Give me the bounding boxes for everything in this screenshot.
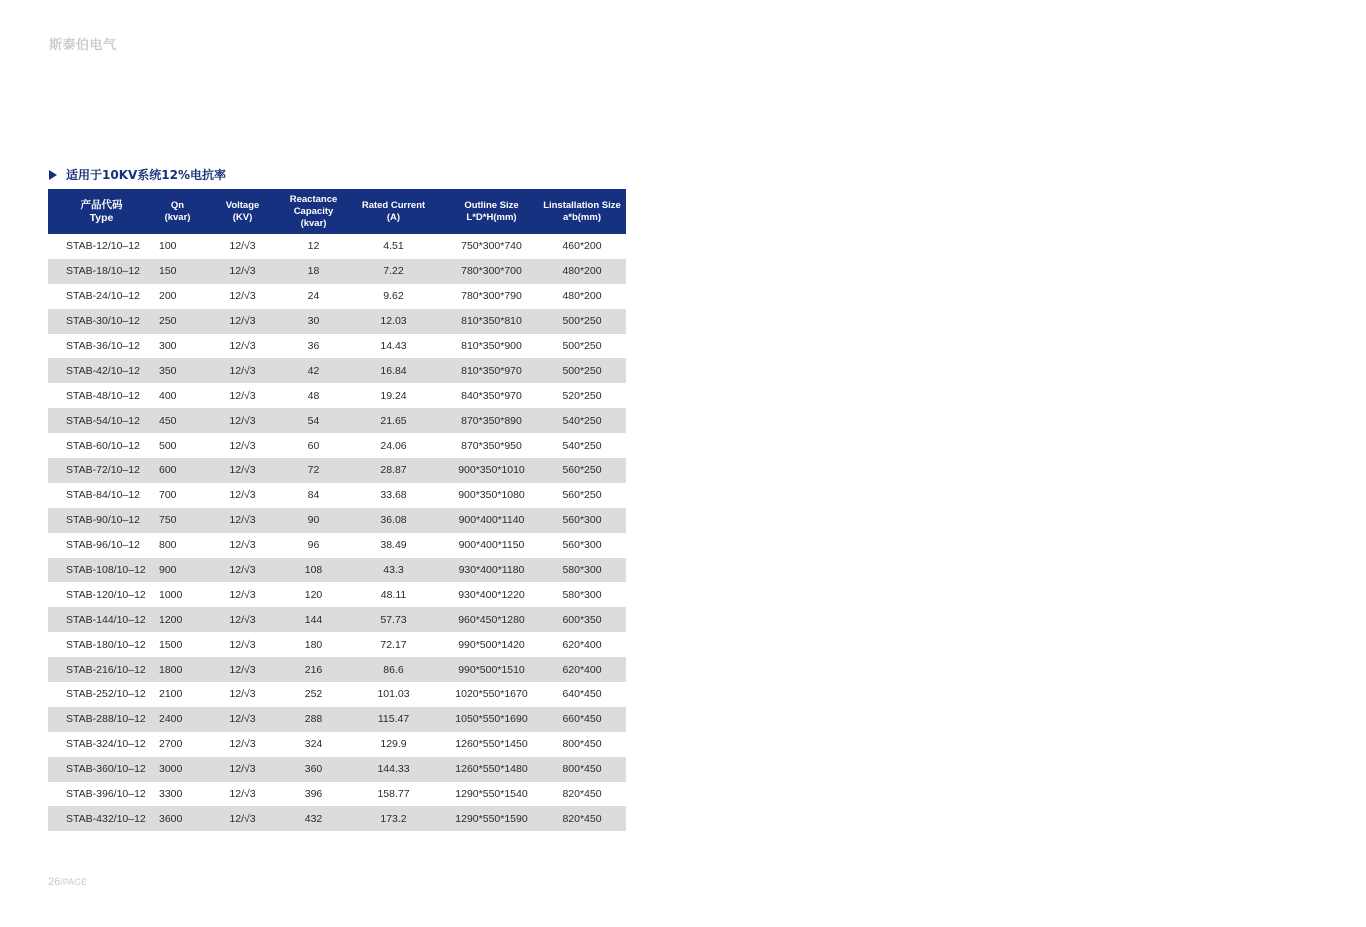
cell-current: 7.22 bbox=[342, 259, 445, 284]
cell-voltage: 12/√3 bbox=[200, 508, 285, 533]
cell-voltage: 12/√3 bbox=[200, 707, 285, 732]
cell-voltage: 12/√3 bbox=[229, 489, 256, 502]
cell-installation: 800*450 bbox=[562, 738, 602, 751]
cell-reactance: 216 bbox=[285, 657, 342, 682]
table-row bbox=[48, 806, 626, 831]
cell-outline: 1260*550*1480 bbox=[445, 757, 538, 782]
cell-qn: 600 bbox=[155, 458, 200, 483]
cell-installation: 480*200 bbox=[562, 290, 602, 303]
cell-qn: 2700 bbox=[159, 738, 183, 751]
cell-current: 43.3 bbox=[342, 558, 445, 583]
cell-current: 21.65 bbox=[342, 408, 445, 433]
cell-current: 158.77 bbox=[377, 788, 410, 801]
table-row bbox=[48, 358, 626, 383]
cell-current: 4.51 bbox=[383, 240, 404, 253]
cell-reactance: 180 bbox=[304, 638, 323, 651]
cell-outline: 900*350*1080 bbox=[458, 489, 525, 502]
cell-reactance: 12 bbox=[307, 240, 320, 253]
triangle-right-icon bbox=[49, 170, 57, 180]
cell-installation: 820*450 bbox=[562, 788, 602, 801]
cell-type: STAB-432/10–12 bbox=[48, 806, 155, 831]
cell-qn: 3300 bbox=[159, 788, 183, 801]
cell-qn: 3600 bbox=[155, 806, 200, 831]
cell-outline: 810*350*900 bbox=[461, 340, 522, 352]
cell-type: STAB-18/10–12 bbox=[48, 259, 155, 284]
cell-qn: 800 bbox=[159, 539, 177, 552]
table-row bbox=[48, 582, 626, 607]
cell-reactance: 36 bbox=[307, 340, 320, 352]
table-row bbox=[48, 607, 626, 632]
cell-installation: 560*250 bbox=[538, 458, 626, 483]
cell-voltage: 12/√3 bbox=[229, 340, 256, 352]
cell-reactance: 108 bbox=[285, 558, 342, 583]
cell-reactance: 54 bbox=[285, 408, 342, 433]
cell-reactance: 42 bbox=[285, 358, 342, 383]
cell-outline: 930*400*1220 bbox=[458, 588, 525, 601]
cell-outline: 990*500*1420 bbox=[458, 638, 525, 651]
section-title-text: 适用于10KV系统12%电抗率 bbox=[66, 168, 227, 182]
cell-outline: 960*450*1280 bbox=[445, 607, 538, 632]
cell-reactance: 432 bbox=[285, 806, 342, 831]
page-number bbox=[48, 876, 87, 888]
cell-qn: 1800 bbox=[155, 657, 200, 682]
header-installation-size: Linstallation Size a*b(mm) bbox=[538, 189, 626, 234]
table-row bbox=[48, 234, 626, 259]
cell-qn: 2400 bbox=[155, 707, 200, 732]
cell-qn: 150 bbox=[155, 259, 200, 284]
cell-installation: 640*450 bbox=[562, 688, 602, 701]
cell-type: STAB-60/10–12 bbox=[66, 439, 140, 452]
cell-current: 14.43 bbox=[380, 340, 407, 352]
cell-qn: 700 bbox=[159, 489, 177, 502]
cell-type: STAB-396/10–12 bbox=[66, 788, 146, 801]
brand-logo-text: 斯泰伯电气 bbox=[49, 38, 117, 53]
cell-reactance: 360 bbox=[285, 757, 342, 782]
cell-type: STAB-30/10–12 bbox=[48, 309, 155, 334]
cell-current: 57.73 bbox=[342, 607, 445, 632]
cell-type: STAB-90/10–12 bbox=[48, 508, 155, 533]
cell-outline: 1260*550*1450 bbox=[455, 738, 528, 751]
cell-qn: 500 bbox=[159, 439, 177, 452]
cell-current: 16.84 bbox=[342, 358, 445, 383]
cell-installation: 560*250 bbox=[562, 489, 602, 502]
cell-installation: 500*250 bbox=[538, 309, 626, 334]
cell-type: STAB-36/10–12 bbox=[66, 340, 140, 352]
section-title bbox=[49, 166, 226, 183]
table-row bbox=[48, 632, 626, 657]
cell-reactance: 24 bbox=[307, 290, 320, 303]
cell-reactance: 30 bbox=[285, 309, 342, 334]
cell-current: 28.87 bbox=[342, 458, 445, 483]
table-header-row bbox=[48, 189, 626, 234]
cell-type: STAB-108/10–12 bbox=[48, 558, 155, 583]
cell-current: 173.2 bbox=[342, 806, 445, 831]
cell-voltage: 12/√3 bbox=[200, 607, 285, 632]
cell-voltage: 12/√3 bbox=[200, 259, 285, 284]
cell-installation: 600*350 bbox=[538, 607, 626, 632]
cell-installation: 460*200 bbox=[562, 240, 602, 253]
cell-installation: 540*250 bbox=[538, 408, 626, 433]
cell-voltage: 12/√3 bbox=[229, 588, 256, 601]
table-row bbox=[48, 309, 626, 334]
cell-qn: 2100 bbox=[159, 688, 183, 701]
cell-type: STAB-252/10–12 bbox=[66, 688, 146, 701]
cell-type: STAB-72/10–12 bbox=[48, 458, 155, 483]
cell-current: 36.08 bbox=[342, 508, 445, 533]
cell-current: 115.47 bbox=[342, 707, 445, 732]
cell-reactance: 18 bbox=[285, 259, 342, 284]
cell-current: 48.11 bbox=[380, 588, 407, 601]
cell-installation: 580*300 bbox=[538, 558, 626, 583]
cell-type: STAB-324/10–12 bbox=[66, 738, 146, 751]
cell-qn: 1500 bbox=[159, 638, 183, 651]
cell-voltage: 12/√3 bbox=[229, 439, 256, 452]
table-row bbox=[48, 657, 626, 682]
cell-current: 9.62 bbox=[383, 290, 404, 303]
cell-voltage: 12/√3 bbox=[229, 688, 256, 701]
cell-type: STAB-24/10–12 bbox=[66, 290, 140, 303]
table-row bbox=[48, 259, 626, 284]
cell-current: 101.03 bbox=[377, 688, 410, 701]
cell-outline: 810*350*810 bbox=[445, 309, 538, 334]
cell-voltage: 12/√3 bbox=[200, 806, 285, 831]
cell-outline: 1290*550*1590 bbox=[445, 806, 538, 831]
table-row bbox=[48, 383, 626, 408]
table-row bbox=[48, 458, 626, 483]
cell-outline: 990*500*1510 bbox=[445, 657, 538, 682]
cell-current: 24.06 bbox=[380, 439, 407, 452]
cell-type: STAB-54/10–12 bbox=[48, 408, 155, 433]
header-rated-current: Rated Current (A) bbox=[342, 189, 445, 234]
table-row bbox=[48, 782, 626, 807]
cell-outline: 780*300*700 bbox=[445, 259, 538, 284]
table-row bbox=[48, 483, 626, 508]
cell-type: STAB-84/10–12 bbox=[66, 489, 140, 502]
cell-qn: 300 bbox=[159, 340, 177, 352]
cell-outline: 900*400*1150 bbox=[458, 539, 525, 552]
table-row bbox=[48, 757, 626, 782]
table-row bbox=[48, 533, 626, 558]
cell-type: STAB-144/10–12 bbox=[48, 607, 155, 632]
header-outline-size: Outline Size L*D*H(mm) bbox=[445, 189, 538, 234]
table-row bbox=[48, 558, 626, 583]
cell-installation: 540*250 bbox=[562, 439, 602, 452]
cell-qn: 450 bbox=[155, 408, 200, 433]
cell-reactance: 60 bbox=[307, 439, 320, 452]
cell-installation: 500*250 bbox=[562, 340, 602, 352]
cell-reactance: 120 bbox=[304, 588, 323, 601]
cell-qn: 100 bbox=[159, 240, 177, 253]
cell-reactance: 72 bbox=[285, 458, 342, 483]
cell-reactance: 84 bbox=[307, 489, 320, 502]
cell-outline: 870*350*950 bbox=[461, 439, 522, 452]
cell-type: STAB-12/10–12 bbox=[66, 240, 140, 253]
cell-reactance: 396 bbox=[304, 788, 323, 801]
cell-qn: 250 bbox=[155, 309, 200, 334]
cell-type: STAB-96/10–12 bbox=[66, 539, 140, 552]
header-type: 产品代码 Type bbox=[48, 189, 155, 234]
cell-voltage: 12/√3 bbox=[229, 240, 256, 253]
cell-installation: 560*300 bbox=[562, 539, 602, 552]
cell-installation: 820*450 bbox=[538, 806, 626, 831]
table-row bbox=[48, 732, 626, 757]
header-reactance-capacity: Reactance Capacity (kvar) bbox=[285, 189, 342, 234]
page-number-value: 26 bbox=[48, 876, 61, 888]
cell-voltage: 12/√3 bbox=[229, 539, 256, 552]
cell-voltage: 12/√3 bbox=[229, 788, 256, 801]
cell-reactance: 288 bbox=[285, 707, 342, 732]
cell-voltage: 12/√3 bbox=[229, 389, 256, 402]
cell-type: STAB-360/10–12 bbox=[48, 757, 155, 782]
header-voltage: Voltage (KV) bbox=[200, 189, 285, 234]
cell-type: STAB-288/10–12 bbox=[48, 707, 155, 732]
cell-voltage: 12/√3 bbox=[200, 309, 285, 334]
cell-current: 86.6 bbox=[342, 657, 445, 682]
cell-outline: 1020*550*1670 bbox=[455, 688, 528, 701]
cell-installation: 800*450 bbox=[538, 757, 626, 782]
table-row bbox=[48, 508, 626, 533]
table-row bbox=[48, 284, 626, 309]
cell-voltage: 12/√3 bbox=[200, 558, 285, 583]
cell-installation: 580*300 bbox=[562, 588, 602, 601]
cell-installation: 480*200 bbox=[538, 259, 626, 284]
cell-installation: 620*400 bbox=[538, 657, 626, 682]
cell-current: 19.24 bbox=[380, 389, 407, 402]
table-row bbox=[48, 682, 626, 707]
cell-voltage: 12/√3 bbox=[200, 458, 285, 483]
cell-current: 72.17 bbox=[380, 638, 407, 651]
spec-table bbox=[48, 189, 626, 831]
cell-reactance: 252 bbox=[304, 688, 323, 701]
cell-voltage: 12/√3 bbox=[200, 757, 285, 782]
cell-outline: 780*300*790 bbox=[461, 290, 522, 303]
cell-outline: 750*300*740 bbox=[461, 240, 522, 253]
cell-qn: 400 bbox=[159, 389, 177, 402]
cell-reactance: 324 bbox=[304, 738, 323, 751]
cell-installation: 660*450 bbox=[538, 707, 626, 732]
cell-voltage: 12/√3 bbox=[229, 738, 256, 751]
cell-qn: 900 bbox=[155, 558, 200, 583]
cell-voltage: 12/√3 bbox=[200, 657, 285, 682]
cell-qn: 1000 bbox=[159, 588, 183, 601]
cell-voltage: 12/√3 bbox=[200, 408, 285, 433]
cell-type: STAB-48/10–12 bbox=[66, 389, 140, 402]
cell-voltage: 12/√3 bbox=[200, 358, 285, 383]
cell-qn: 750 bbox=[155, 508, 200, 533]
cell-outline: 870*350*890 bbox=[445, 408, 538, 433]
cell-type: STAB-120/10–12 bbox=[66, 588, 146, 601]
cell-outline: 930*400*1180 bbox=[445, 558, 538, 583]
cell-outline: 900*400*1140 bbox=[445, 508, 538, 533]
cell-current: 12.03 bbox=[342, 309, 445, 334]
cell-reactance: 90 bbox=[285, 508, 342, 533]
cell-qn: 1200 bbox=[155, 607, 200, 632]
cell-type: STAB-42/10–12 bbox=[48, 358, 155, 383]
cell-installation: 520*250 bbox=[562, 389, 602, 402]
cell-voltage: 12/√3 bbox=[229, 290, 256, 303]
cell-voltage: 12/√3 bbox=[229, 638, 256, 651]
header-qn: Qn (kvar) bbox=[155, 189, 200, 234]
page-number-suffix: /PAGE bbox=[60, 877, 88, 887]
cell-installation: 560*300 bbox=[538, 508, 626, 533]
table-row bbox=[48, 334, 626, 359]
cell-outline: 840*350*970 bbox=[461, 389, 522, 402]
cell-outline: 1050*550*1690 bbox=[445, 707, 538, 732]
cell-reactance: 144 bbox=[285, 607, 342, 632]
cell-installation: 500*250 bbox=[538, 358, 626, 383]
cell-reactance: 48 bbox=[307, 389, 320, 402]
cell-type: STAB-216/10–12 bbox=[48, 657, 155, 682]
cell-reactance: 96 bbox=[307, 539, 320, 552]
cell-outline: 900*350*1010 bbox=[445, 458, 538, 483]
cell-outline: 1290*550*1540 bbox=[455, 788, 528, 801]
cell-qn: 3000 bbox=[155, 757, 200, 782]
cell-type: STAB-180/10–12 bbox=[66, 638, 146, 651]
table-body bbox=[48, 234, 626, 831]
cell-current: 129.9 bbox=[380, 738, 407, 751]
cell-qn: 350 bbox=[155, 358, 200, 383]
cell-current: 33.68 bbox=[380, 489, 407, 502]
table-row bbox=[48, 433, 626, 458]
cell-installation: 620*400 bbox=[562, 638, 602, 651]
table-row bbox=[48, 408, 626, 433]
cell-current: 144.33 bbox=[342, 757, 445, 782]
table-row bbox=[48, 707, 626, 732]
cell-qn: 200 bbox=[159, 290, 177, 303]
cell-current: 38.49 bbox=[380, 539, 407, 552]
cell-outline: 810*350*970 bbox=[445, 358, 538, 383]
